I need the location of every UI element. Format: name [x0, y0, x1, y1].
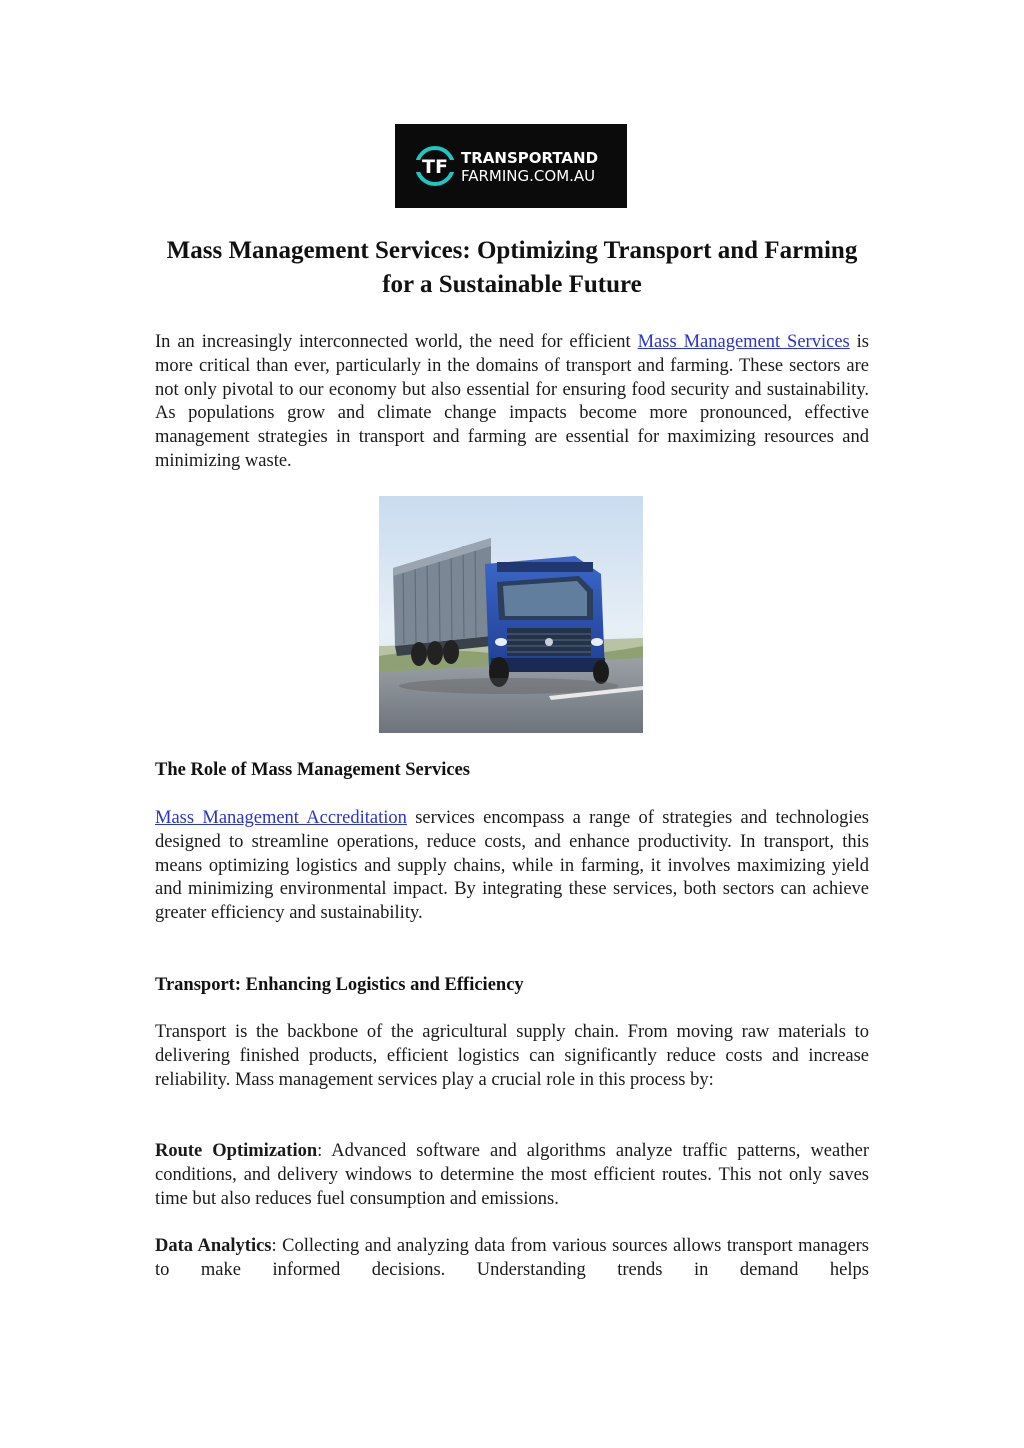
- role-text: services encompass a range of strategies and technologies designed to streamline operations, reduce costs, and enhance productivity. In transport, this means optimizing logistics and supply chains, while in farming, it involves maximizing yield and minimizing environmental impact. By integrating these services, both sectors can achieve greater efficiency and sustainability.: [155, 808, 869, 924]
- mass-management-services-link[interactable]: Mass Management Services: [637, 332, 850, 352]
- site-logo[interactable]: [395, 124, 627, 208]
- data-analytics-label: Data Analytics: [155, 1236, 272, 1256]
- route-optimization-paragraph: [155, 1140, 869, 1211]
- section-heading-role: The Role of Mass Management Services: [155, 760, 470, 780]
- data-analytics-text: : Collecting and analyzing data from various sources allows transport managers to make informed decisions. Understanding trends in demand helps: [155, 1236, 869, 1280]
- section-heading-transport: Transport: Enhancing Logistics and Efficiency: [155, 975, 524, 995]
- intro-paragraph: [155, 331, 869, 474]
- logo-graphic: [405, 136, 617, 196]
- logo-line2: FARMING.COM.AU: [461, 167, 596, 185]
- page-title: Mass Management Services: Optimizing Transport and Farming for a Sustainable Future: [166, 237, 858, 298]
- transport-paragraph: Transport is the backbone of the agricultural supply chain. From moving raw materials to delivering finished products, efficient logistics can significantly reduce costs and increase reliability. Mass management services play a crucial role in this process by:: [155, 1022, 869, 1090]
- logo-monogram: TF: [422, 156, 448, 178]
- mass-management-accreditation-link[interactable]: Mass Management Accreditation: [155, 808, 407, 828]
- logo-line1: TRANSPORTAND: [461, 149, 599, 167]
- intro-text-after: is more critical than ever, particularly in the domains of transport and farming. These sectors are not only pivotal to our economy but also essential for ensuring food security and sustainability. As populations grow and climate change impacts become more pronounced, effective management strategies in transport and farming are essential for maximizing resources and minimizing waste.: [155, 332, 869, 471]
- truck-photo: [379, 496, 643, 733]
- route-optimization-label: Route Optimization: [155, 1141, 318, 1161]
- route-optimization-text: : Advanced software and algorithms analyze traffic patterns, weather conditions, and delivery windows to determine the most efficient routes. This not only saves time but also reduces fuel consumption and emissions.: [155, 1141, 869, 1209]
- data-analytics-paragraph: [155, 1235, 869, 1283]
- role-paragraph: [155, 807, 869, 926]
- intro-text-before: In an increasingly interconnected world, the need for efficient: [155, 332, 638, 352]
